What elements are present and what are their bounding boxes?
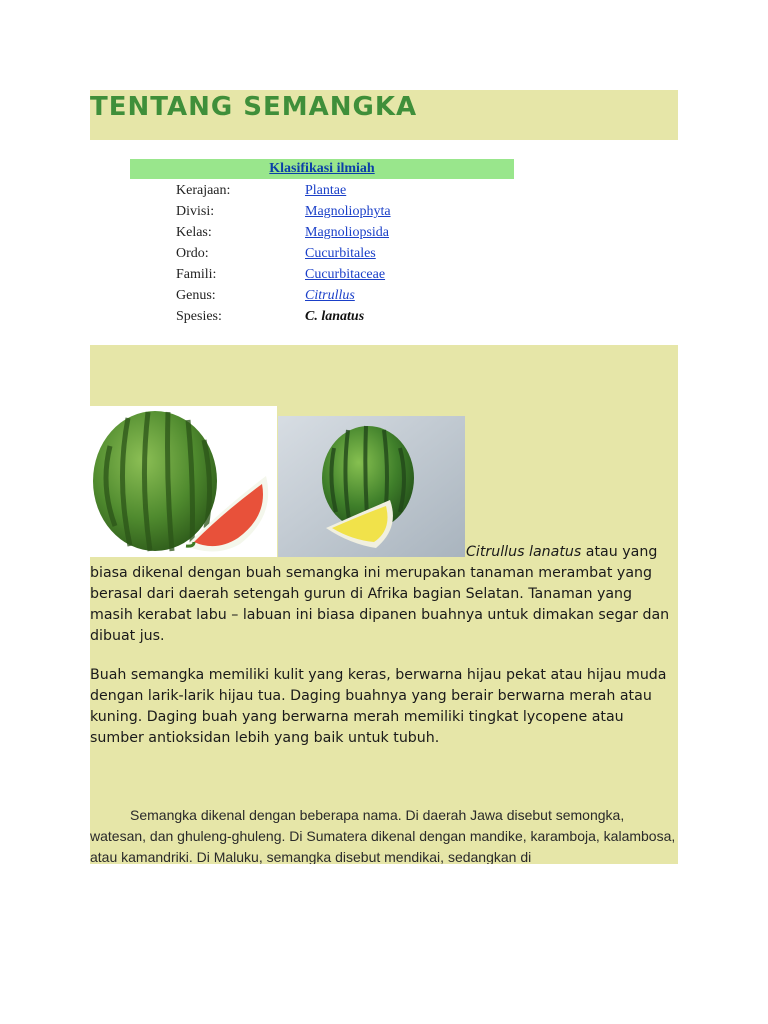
klasifikasi-species-value: C. lanatus xyxy=(305,309,365,324)
title-band xyxy=(90,90,678,140)
klasifikasi-label: Genus: xyxy=(176,288,216,303)
paragraph-description: Buah semangka memiliki kulit yang keras, berwarna hijau pekat atau hijau muda dengan larik-larik hijau tua. Daging buahnya yang berair berwarna merah atau kuning. Daging buah yang berwarna merah memiliki tingkat lycopene atau sumber antioksidan lebih yang baik untuk tubuh. xyxy=(90,667,667,746)
klasifikasi-link-cucurbitaceae[interactable]: Cucurbitaceae xyxy=(305,267,386,282)
klasifikasi-row-kerajaan xyxy=(176,180,391,201)
klasifikasi-label: Famili: xyxy=(176,267,217,282)
klasifikasi-label: Kelas: xyxy=(176,225,212,240)
klasifikasi-link-magnoliopsida[interactable]: Magnoliopsida xyxy=(305,225,389,240)
klasifikasi-label: Spesies: xyxy=(176,309,222,324)
species-name-italic: Citrullus lanatus xyxy=(466,544,582,560)
klasifikasi-link-magnoliophyta[interactable]: Magnoliophyta xyxy=(305,204,391,219)
paragraph-intro xyxy=(90,542,678,647)
klasifikasi-table xyxy=(176,180,391,327)
content-band xyxy=(90,345,678,864)
klasifikasi-header-link[interactable]: Klasifikasi ilmiah xyxy=(269,161,375,176)
red-watermelon-image xyxy=(90,406,277,557)
yellow-watermelon-image xyxy=(278,416,465,557)
klasifikasi-label: Divisi: xyxy=(176,204,215,219)
klasifikasi-row-spesies xyxy=(176,306,391,327)
klasifikasi-row-famili xyxy=(176,264,391,285)
klasifikasi-label: Kerajaan: xyxy=(176,183,231,198)
paragraph-intro-text: atau yang biasa dikenal dengan buah semangka ini merupakan tanaman merambat yang berasal dari daerah setengah gurun di Afrika bagian Selatan. Tanaman yang masih kerabat labu – labuan ini biasa dipanen buahnya untuk dimakan segar dan dibuat jus. xyxy=(90,544,670,644)
klasifikasi-link-citrullus[interactable]: Citrullus xyxy=(305,288,355,303)
paragraph-names: Semangka dikenal dengan beberapa nama. Di daerah Jawa disebut semongka, watesan, dan ghuleng-ghuleng. Di Sumatera dikenal dengan mandike, karamboja, kalambosa, atau kamandriki. Di Maluku, semangka disebut mendikai, sedangkan di xyxy=(90,807,676,864)
page-title: TENTANG SEMANGKA xyxy=(90,92,418,122)
klasifikasi-row-genus xyxy=(176,285,391,306)
klasifikasi-link-plantae[interactable]: Plantae xyxy=(305,183,347,198)
klasifikasi-row-divisi xyxy=(176,201,391,222)
klasifikasi-row-ordo xyxy=(176,243,391,264)
klasifikasi-label: Ordo: xyxy=(176,246,209,261)
klasifikasi-link-cucurbitales[interactable]: Cucurbitales xyxy=(305,246,376,261)
klasifikasi-header xyxy=(130,159,514,179)
klasifikasi-row-kelas xyxy=(176,222,391,243)
